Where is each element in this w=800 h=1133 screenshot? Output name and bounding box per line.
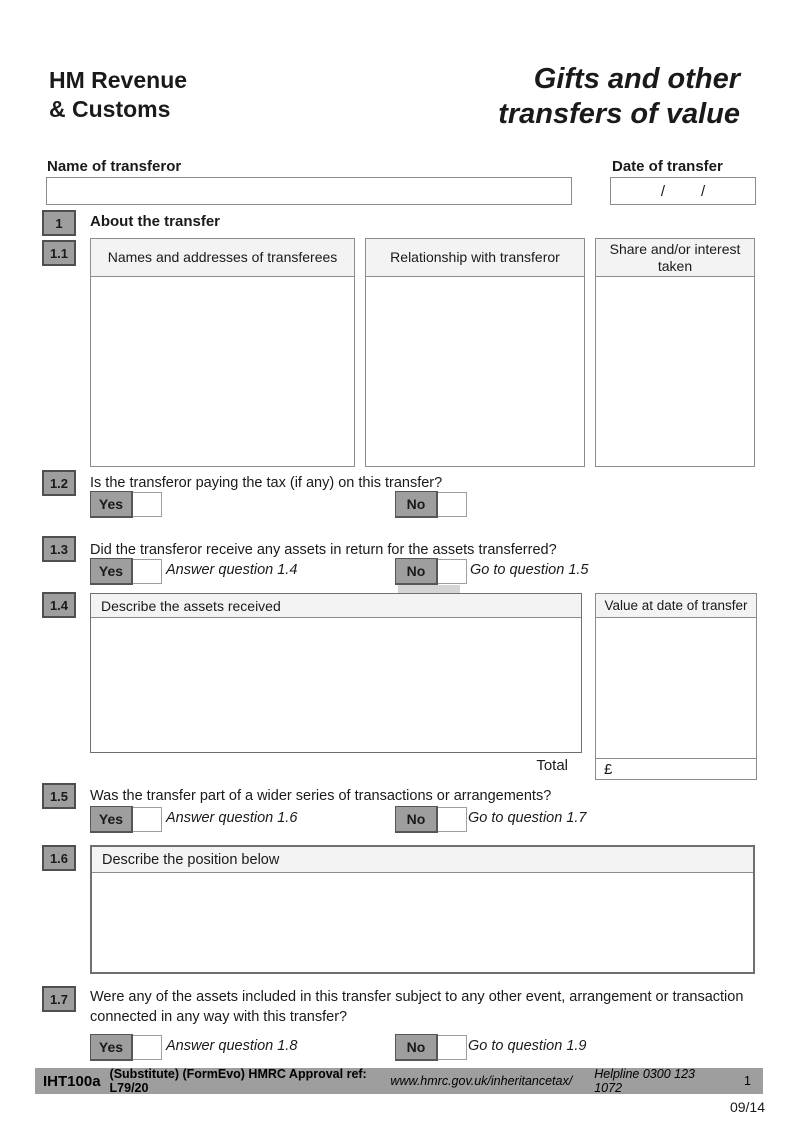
transferees-column-header: Names and addresses of transferees [91, 239, 354, 277]
q1-3-no-instruction: Go to question 1.5 [470, 562, 589, 578]
no-label: No [395, 806, 438, 833]
q1-5-yes-instruction: Answer question 1.6 [166, 810, 298, 826]
yes-tick-box[interactable] [133, 1035, 162, 1060]
total-label: Total [536, 757, 568, 774]
describe-position-input-area[interactable] [92, 873, 753, 972]
q1-2-yes-checkbox[interactable] [90, 491, 162, 518]
share-interest-input-area[interactable] [596, 277, 754, 466]
relationship-input-area[interactable] [366, 277, 584, 466]
page-number: 1 [744, 1074, 751, 1088]
no-tick-box[interactable] [438, 807, 467, 832]
q1-3-question: Did the transferor receive any assets in return for the assets transferred? [90, 542, 557, 558]
q1-3-yes-checkbox[interactable] [90, 558, 162, 585]
q1-2-question: Is the transferor paying the tax (if any) on this transfer? [90, 475, 443, 491]
q1-7-yes-instruction: Answer question 1.8 [166, 1038, 298, 1054]
footer-bar [35, 1068, 763, 1094]
q1-7-question: Were any of the assets included in this transfer subject to any other event, arrangement or transaction connected in any way with this transfer? [90, 989, 744, 1025]
name-of-transferor-input[interactable] [46, 177, 572, 205]
q1-2-no-checkbox[interactable] [395, 491, 467, 518]
date-separator: / [701, 182, 706, 200]
value-input-area[interactable] [596, 618, 756, 758]
hmrc-logo [49, 66, 187, 124]
describe-position-box [90, 845, 755, 974]
form-title-line-1: Gifts and other [533, 63, 740, 95]
q1-3-yes-instruction: Answer question 1.4 [166, 562, 298, 578]
assets-received-input-area[interactable] [91, 618, 581, 752]
section-1-title: About the transfer [90, 213, 221, 230]
helpline-number: Helpline 0300 123 1072 [594, 1067, 695, 1095]
q1-4-badge: 1.4 [42, 592, 76, 618]
q1-5-no-instruction: Go to question 1.7 [468, 810, 587, 826]
q1-1-badge: 1.1 [42, 240, 76, 266]
share-interest-column [595, 238, 755, 467]
logo-line-1: HM Revenue [49, 67, 188, 93]
no-tick-box[interactable] [438, 559, 467, 584]
total-value-input[interactable] [596, 758, 756, 779]
date-of-transfer-label: Date of transfer [612, 158, 723, 175]
no-tick-box[interactable] [438, 1035, 467, 1060]
share-interest-column-header: Share and/or interest taken [596, 239, 754, 277]
form-title [498, 62, 740, 132]
yes-tick-box[interactable] [133, 559, 162, 584]
name-of-transferor-label: Name of transferor [47, 158, 182, 175]
q1-5-question: Was the transfer part of a wider series of transactions or arrangements? [90, 788, 552, 804]
form-approval-ref: (Substitute) (FormEvo) HMRC Approval ref: L79/20 [109, 1067, 367, 1095]
form-version: 09/14 [729, 1099, 765, 1115]
hmrc-website-link: www.hmrc.gov.uk/inheritancetax/ [390, 1074, 573, 1088]
form-title-line-2: transfers of value [498, 98, 740, 130]
no-label: No [395, 558, 438, 585]
assets-received-header: Describe the assets received [91, 594, 581, 618]
q1-5-badge: 1.5 [42, 783, 76, 809]
logo-line-2: & Customs [49, 96, 171, 122]
date-separator: / [660, 182, 665, 200]
transferees-input-area[interactable] [91, 277, 354, 466]
q1-5-yes-checkbox[interactable] [90, 806, 162, 833]
section-1-badge: 1 [42, 210, 76, 236]
no-tick-box[interactable] [438, 492, 467, 517]
q1-7-badge: 1.7 [42, 986, 76, 1012]
yes-tick-box[interactable] [133, 807, 162, 832]
q1-5-no-checkbox[interactable] [395, 806, 467, 833]
yes-label: Yes [90, 558, 133, 585]
transferees-column [90, 238, 355, 467]
date-of-transfer-input[interactable] [610, 177, 756, 205]
value-at-date-header: Value at date of transfer [596, 594, 756, 618]
value-at-date-box [595, 593, 757, 780]
q1-2-badge: 1.2 [42, 470, 76, 496]
describe-position-header: Describe the position below [92, 847, 753, 873]
q1-7-no-checkbox[interactable] [395, 1034, 467, 1061]
q1-7-no-instruction: Go to question 1.9 [468, 1038, 587, 1054]
q1-6-badge: 1.6 [42, 845, 76, 871]
relationship-column [365, 238, 585, 467]
q1-3-badge: 1.3 [42, 536, 76, 562]
yes-label: Yes [90, 806, 133, 833]
form-id: IHT100a [43, 1072, 101, 1090]
no-label: No [395, 491, 438, 518]
yes-tick-box[interactable] [133, 492, 162, 517]
relationship-column-header: Relationship with transferor [366, 239, 584, 277]
no-label: No [395, 1034, 438, 1061]
pound-sign: £ [604, 760, 613, 778]
yes-label: Yes [90, 1034, 133, 1061]
q1-7-yes-checkbox[interactable] [90, 1034, 162, 1061]
q1-3-no-checkbox[interactable] [395, 558, 467, 585]
assets-received-box [90, 593, 582, 753]
yes-label: Yes [90, 491, 133, 518]
